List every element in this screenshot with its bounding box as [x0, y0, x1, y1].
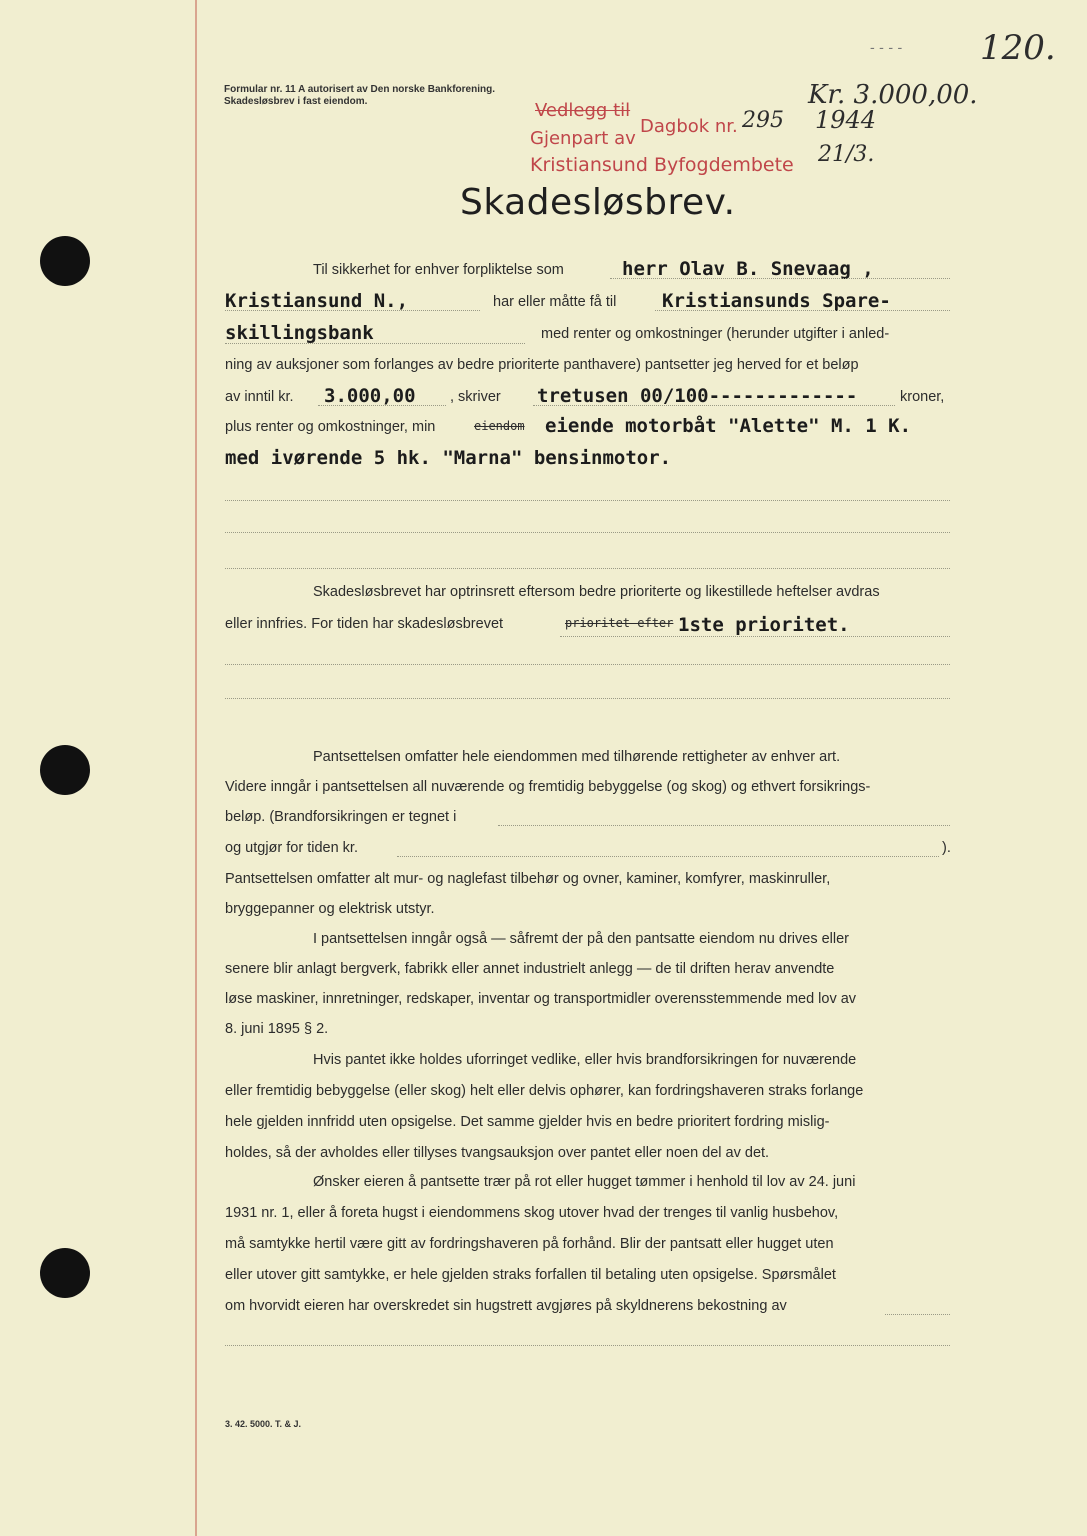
fill-line: [533, 405, 895, 406]
blank-line: [225, 698, 950, 699]
para3-text: Videre inngår i pantsettelsen all nuværende og fremtidig bebyggelse (og skog) og ethvert forsikrings-: [225, 779, 871, 795]
punch-hole: [40, 1248, 90, 1298]
dash-mark: - - - -: [870, 40, 903, 56]
para1-text: av inntil kr.: [225, 389, 294, 405]
fill-line: [560, 636, 950, 637]
fill-line: [498, 825, 950, 826]
stamp-date: 21/3.: [818, 142, 875, 167]
para5-text: hele gjelden innfridd uten opsigelse. Det samme gjelder hvis en bedre prioritert fordring mislig-: [225, 1114, 830, 1130]
para5-text: holdes, så der avholdes eller tillyses tvangsauksjon over pantet eller noen del av det.: [225, 1145, 770, 1161]
para1-text: kroner,: [900, 389, 945, 405]
para4-text: 8. juni 1895 § 2.: [225, 1021, 329, 1037]
struck-word: prioritet efter: [565, 616, 674, 630]
punch-hole: [40, 745, 90, 795]
blank-line: [225, 532, 950, 533]
para1-text: , skriver: [450, 389, 501, 405]
para1-text: har eller måtte få til: [493, 294, 617, 310]
para3-text: Pantsettelsen omfatter hele eiendommen med tilhørende rettigheter av enhver art.: [313, 749, 841, 765]
struck-word: eiendom: [474, 419, 525, 433]
para6-text: eller utover gitt samtykke, er hele gjelden straks forfallen til betaling uten opsigelse. Spørsmålet: [225, 1267, 836, 1283]
debtor-address: Kristiansund N.,: [225, 290, 409, 312]
para3-text: og utgjør for tiden kr.: [225, 840, 358, 856]
blank-line: [225, 664, 950, 665]
stamp-year: 1944: [815, 106, 877, 134]
margin-rule: [195, 0, 197, 1536]
fill-line: [318, 405, 446, 406]
stamp-line2: Gjenpart av: [530, 128, 636, 149]
fill-line: [225, 310, 480, 311]
creditor-name-cont: skillingsbank: [225, 322, 374, 344]
fill-line: [655, 310, 950, 311]
print-code: 3. 42. 5000. T. & J.: [225, 1419, 302, 1429]
fill-line: [397, 856, 939, 857]
para1-text: med renter og omkostninger (herunder utgifter i anled-: [541, 326, 890, 342]
para6-text: Ønsker eieren å pantsette trær på rot eller hugget tømmer i henhold til lov av 24. juni: [313, 1174, 856, 1190]
form-header-line2: Skadesløsbrev i fast eiendom.: [224, 96, 368, 107]
para4-text: I pantsettelsen inngår også — såfremt der på den pantsatte eiendom nu drives eller: [313, 931, 850, 947]
form-header-line1: Formular nr. 11 A autorisert av Den norske Bankforening.: [224, 84, 496, 95]
para1-text: plus renter og omkostninger, min: [225, 419, 436, 435]
amount-figures: 3.000,00: [324, 385, 416, 407]
para4-text: senere blir anlagt bergverk, fabrikk eller annet industrielt anlegg — de til driften herav anvendte: [225, 961, 835, 977]
fill-line: [610, 278, 950, 279]
dagbok-number: 295: [742, 108, 784, 133]
para6-text: om hvorvidt eieren har overskredet sin hugstrett avgjøres på skyldnerens bekostning av: [225, 1298, 787, 1314]
punch-hole: [40, 236, 90, 286]
stamp-dagbok-label: Dagbok nr.: [640, 116, 738, 137]
stamp-line1: Vedlegg til: [535, 100, 631, 121]
para3-text: bryggepanner og elektrisk utstyr.: [225, 901, 435, 917]
blank-line: [225, 568, 950, 569]
para6-text: må samtykke hertil være gitt av fordringshaveren på forhånd. Blir der pantsatt eller hugget uten: [225, 1236, 834, 1252]
fill-line: [225, 343, 525, 344]
amount-words: tretusen 00/100-------------: [537, 385, 858, 407]
para3-text: ).: [942, 840, 951, 856]
para1-text: Til sikkerhet for enhver forpliktelse som: [313, 262, 564, 278]
debtor-name: herr Olav B. Snevaag ,: [622, 258, 874, 280]
creditor-name: Kristiansunds Spare-: [662, 290, 891, 312]
fill-line: [885, 1314, 950, 1315]
blank-line: [225, 500, 950, 501]
stamp-line3: Kristiansund Byfogdembete: [530, 154, 794, 176]
para1-text: ning av auksjoner som forlanges av bedre prioriterte panthavere) pantsetter jeg herved for et beløp: [225, 357, 859, 373]
para3-text: beløp. (Brandforsikringen er tegnet i: [225, 809, 457, 825]
page-number: 120.: [980, 28, 1056, 68]
para5-text: eller fremtidig bebyggelse (eller skog) helt eller delvis ophører, kan fordringshaveren straks forlange: [225, 1083, 864, 1099]
amount-header: Kr. 3.000,00.: [808, 80, 978, 110]
priority-value: 1ste prioritet.: [678, 614, 850, 636]
para2-text: Skadesløsbrevet har optrinsrett eftersom bedre prioriterte og likestillede heftelser avdras: [313, 584, 880, 600]
document-title: Skadesløsbrev.: [460, 182, 736, 223]
pledged-property-cont: med ivørende 5 hk. "Marna" bensinmotor.: [225, 447, 672, 469]
pledged-property: eiende motorbåt "Alette" M. 1 K.: [545, 415, 912, 437]
para3-text: Pantsettelsen omfatter alt mur- og naglefast tilbehør og ovner, kaminer, komfyrer, maskinruller,: [225, 871, 831, 887]
para4-text: løse maskiner, innretninger, redskaper, inventar og transportmidler overensstemmende med lov av: [225, 991, 857, 1007]
para5-text: Hvis pantet ikke holdes uforringet vedlike, eller hvis brandforsikringen for nuværende: [313, 1052, 857, 1068]
para2-text: eller innfries. For tiden har skadesløsbrevet: [225, 616, 504, 632]
blank-line: [225, 1345, 950, 1346]
para6-text: 1931 nr. 1, eller å foreta hugst i eiendommens skog utover hvad der trenges til vanlig husbehov,: [225, 1205, 839, 1221]
